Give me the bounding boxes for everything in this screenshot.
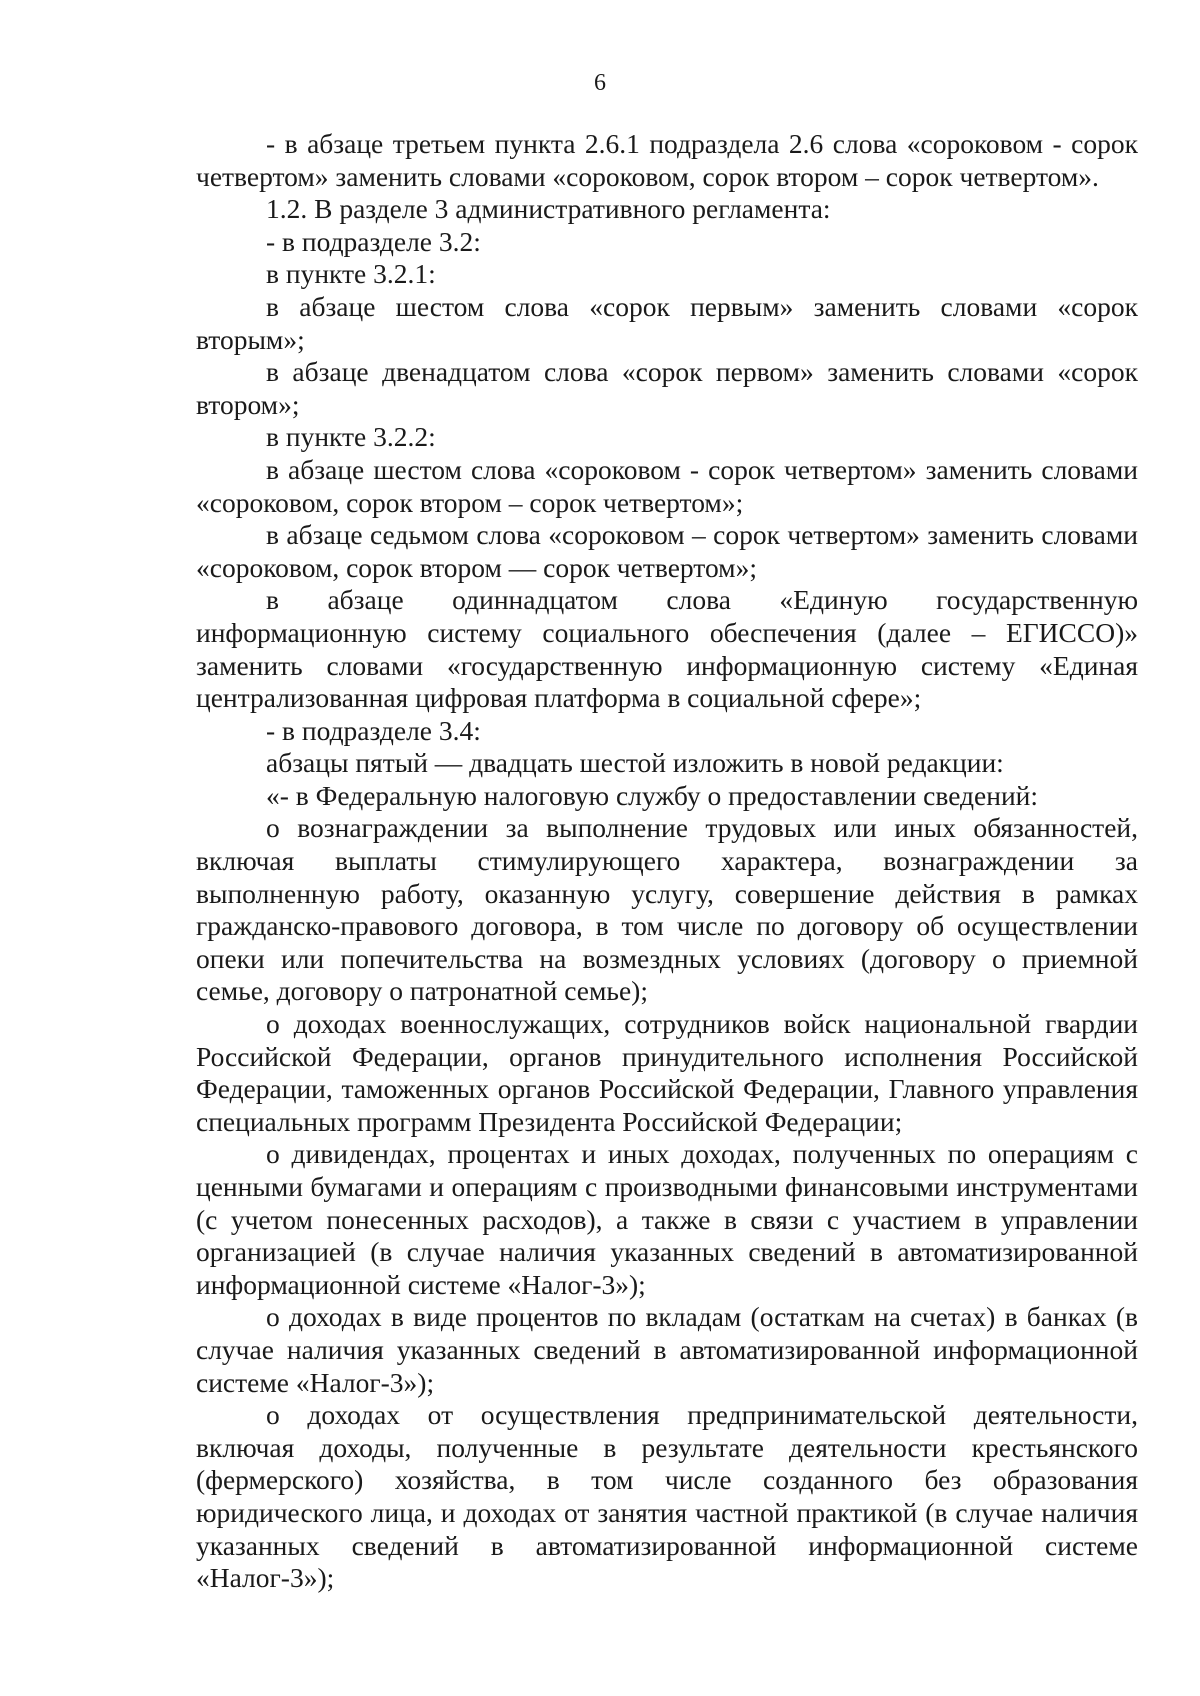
paragraph: о вознаграждении за выполнение трудовых или иных обязанностей, включая выплаты стимулирующего характера, вознаграждении за выполненную работу, оказанную услугу, совершение действия в рамках гражданско-правового договора, в том числе по договору об осуществлении опеки или попечительства на возмездных условиях (договору о приемной семье, договору о патронатной семье); bbox=[196, 812, 1138, 1007]
paragraph: в абзаце шестом слова «сорок первым» заменить словами «сорок вторым»; bbox=[196, 290, 1138, 355]
paragraph: о дивидендах, процентах и иных доходах, полученных по операциям с ценными бумагами и операциям с производными финансовыми инструментами (с учетом понесенных расходов), а также в связи с участием в управлении организацией (в случае наличия указанных сведений в автоматизированной информационной системе «Налог-3»); bbox=[196, 1138, 1138, 1300]
paragraph: в пункте 3.2.2: bbox=[266, 421, 436, 453]
paragraph: «- в Федеральную налоговую службу о предоставлении сведений: bbox=[266, 779, 1039, 811]
paragraph: о доходах в виде процентов по вкладам (остаткам на счетах) в банках (в случае наличия указанных сведений в автоматизированной информационной системе «Налог-3»); bbox=[196, 1301, 1138, 1398]
paragraph: о доходах от осуществления предпринимательской деятельности, включая доходы, полученные в результате деятельности крестьянского (фермерского) хозяйства, в том числе созданного без образования юридического лица, и доходах от занятия частной практикой (в случае наличия указанных сведений в автоматизированной информационной системе «Налог-3»); bbox=[196, 1399, 1138, 1594]
paragraph: - в подразделе 3.4: bbox=[266, 714, 481, 746]
paragraph: в абзаце одиннадцатом слова «Единую государственную информационную систему социального обеспечения (далее – ЕГИССО)» заменить словами «государственную информационную систему «Единая централизованная цифровая платформа в социальной сфере»; bbox=[196, 584, 1138, 714]
paragraph: о доходах военнослужащих, сотрудников войск национальной гвардии Российской Федерации, органов принудительного исполнения Российской Федерации, таможенных органов Российской Федерации, Главного управления специальных программ Президента Российской Федерации; bbox=[196, 1008, 1138, 1137]
paragraph: - в подразделе 3.2: bbox=[266, 225, 481, 257]
paragraph: в абзаце седьмом слова «сороковом – сорок четвертом» заменить словами «сороковом, сорок втором — сорок четвертом»; bbox=[196, 519, 1138, 583]
document-body bbox=[196, 128, 1138, 1595]
paragraph: в абзаце двенадцатом слова «сорок первом» заменить словами «сорок втором»; bbox=[196, 356, 1138, 420]
paragraph: 1.2. В разделе 3 административного регламента: bbox=[266, 193, 831, 225]
page-number: 6 bbox=[594, 70, 606, 96]
paragraph: - в абзаце третьем пункта 2.6.1 подраздела 2.6 слова «сороковом - сорок четвертом» заменить словами «сороковом, сорок втором – сорок четвертом». bbox=[196, 128, 1138, 192]
paragraph: в пункте 3.2.1: bbox=[266, 258, 436, 290]
paragraph: в абзаце шестом слова «сороковом - сорок четвертом» заменить словами «сороковом, сорок втором – сорок четвертом»; bbox=[196, 453, 1138, 518]
paragraph: абзацы пятый — двадцать шестой изложить в новой редакции: bbox=[266, 747, 1004, 779]
